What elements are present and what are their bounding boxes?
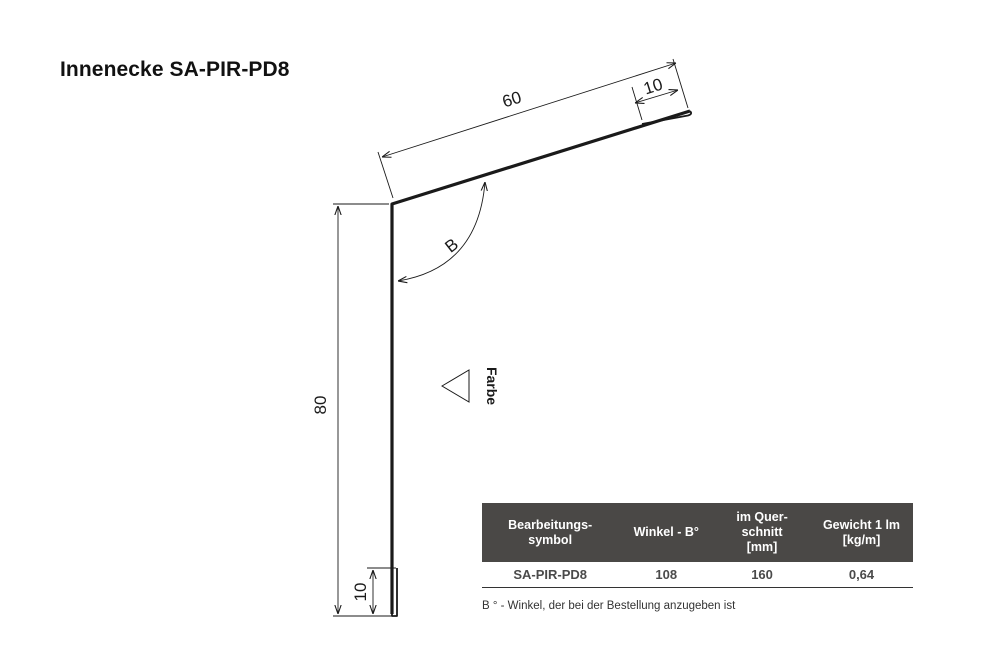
- header-cross-line1: im Quer-: [736, 510, 788, 524]
- angle-label: B: [441, 234, 463, 257]
- page-title: Innenecke SA-PIR-PD8: [60, 58, 290, 81]
- color-side-label: Farbe: [484, 366, 500, 406]
- footnote: B ° - Winkel, der bei der Bestellung anzugeben ist: [482, 600, 736, 612]
- header-cross-section: [714, 503, 810, 562]
- cell-angle: 108: [618, 562, 714, 588]
- spec-table: [482, 503, 913, 588]
- header-weight-line1: Gewicht 1 lm: [822, 517, 901, 532]
- table-header-row: [482, 503, 913, 562]
- dim-label-10-left: 10: [351, 582, 370, 602]
- color-side-triangle-icon: [442, 370, 469, 402]
- table-row: [482, 562, 913, 588]
- dim-label-10-top: 10: [641, 74, 666, 99]
- header-angle-line1: Winkel - B°: [633, 525, 699, 539]
- header-weight: [810, 503, 913, 562]
- header-symbol-line2: symbol: [528, 532, 573, 547]
- header-symbol: [482, 503, 618, 562]
- dim-label-80: 80: [311, 395, 330, 415]
- dim-line-60: [382, 63, 676, 157]
- cell-symbol: SA-PIR-PD8: [482, 562, 618, 588]
- dim-label-60: 60: [499, 87, 524, 112]
- header-weight-line2: [kg/m]: [842, 532, 881, 547]
- cell-cross-section: 160: [714, 562, 810, 588]
- header-angle: [618, 503, 714, 562]
- header-cross-line3: [mm]: [746, 540, 778, 554]
- header-cross-line2: schnitt: [741, 525, 783, 539]
- header-symbol-line1: Bearbeitungs-: [508, 517, 593, 532]
- cell-weight: 0,64: [810, 562, 913, 588]
